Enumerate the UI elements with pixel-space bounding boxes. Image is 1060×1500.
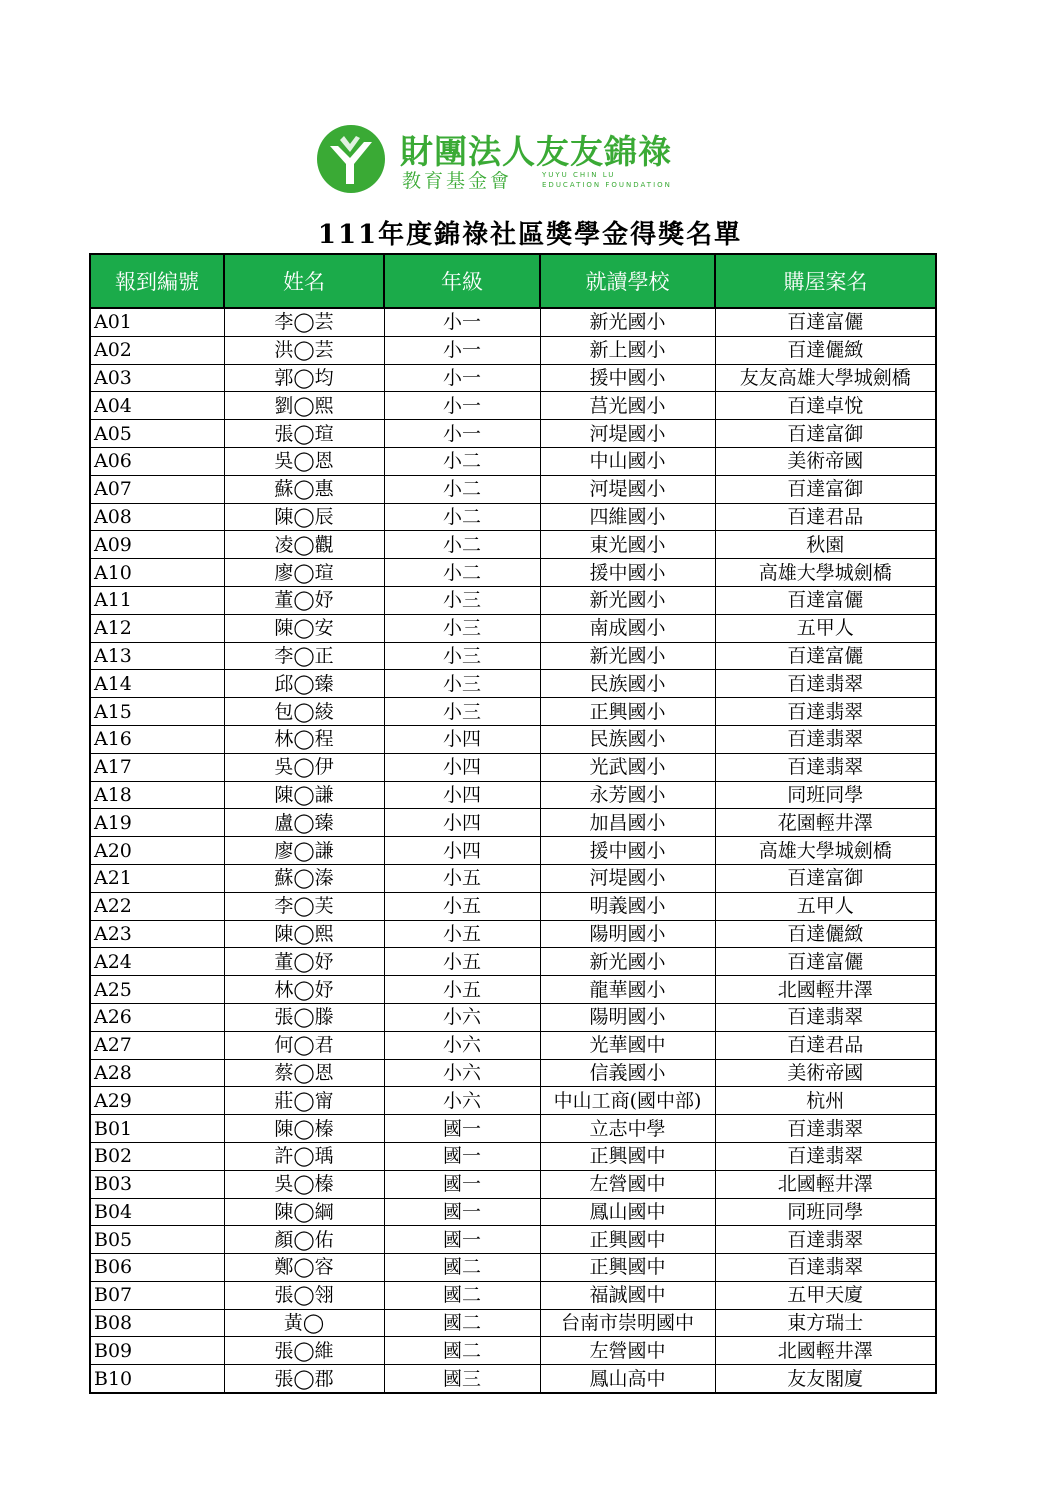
housing-project-cell: 秋園 xyxy=(715,531,936,559)
grade-cell: 小二 xyxy=(384,531,540,559)
grade-cell: 小五 xyxy=(384,948,540,976)
school-cell: 援中國小 xyxy=(540,837,715,865)
grade-cell: 國一 xyxy=(384,1198,540,1226)
report-number-cell: A10 xyxy=(90,559,224,587)
grade-cell: 國二 xyxy=(384,1281,540,1309)
school-cell: 左營國中 xyxy=(540,1337,715,1365)
grade-cell: 小二 xyxy=(384,475,540,503)
student-name-cell: 盧◯臻 xyxy=(224,809,384,837)
report-number-cell: A22 xyxy=(90,892,224,920)
grade-cell: 小六 xyxy=(384,1031,540,1059)
housing-project-cell: 五甲人 xyxy=(715,892,936,920)
report-number-cell: B04 xyxy=(90,1198,224,1226)
housing-project-cell: 百達儷緻 xyxy=(715,336,936,364)
school-cell: 陽明國小 xyxy=(540,920,715,948)
grade-cell: 國二 xyxy=(384,1337,540,1365)
table-row xyxy=(90,809,936,837)
table-row xyxy=(90,892,936,920)
report-number-cell: A16 xyxy=(90,725,224,753)
table-row xyxy=(90,392,936,420)
report-number-cell: A06 xyxy=(90,447,224,475)
column-name-header: 姓名 xyxy=(224,254,384,308)
housing-project-cell: 百達翡翠 xyxy=(715,725,936,753)
housing-project-cell: 百達富儷 xyxy=(715,948,936,976)
student-name-cell: 張◯滕 xyxy=(224,1003,384,1031)
grade-cell: 小五 xyxy=(384,864,540,892)
student-name-cell: 張◯郡 xyxy=(224,1365,384,1393)
org-english-line-1: YUYU CHIN LU xyxy=(542,171,616,179)
table-row xyxy=(90,670,936,698)
school-cell: 中山工商(國中部) xyxy=(540,1087,715,1115)
student-name-cell: 洪◯芸 xyxy=(224,336,384,364)
org-name: 財團法人友友錦祿 xyxy=(400,132,672,171)
grade-cell: 小五 xyxy=(384,920,540,948)
grade-cell: 小一 xyxy=(384,420,540,448)
school-cell: 福誠國中 xyxy=(540,1281,715,1309)
table-row xyxy=(90,642,936,670)
student-name-cell: 李◯芸 xyxy=(224,308,384,336)
student-name-cell: 蘇◯惠 xyxy=(224,475,384,503)
grade-cell: 小三 xyxy=(384,698,540,726)
grade-cell: 小四 xyxy=(384,781,540,809)
student-name-cell: 廖◯謙 xyxy=(224,837,384,865)
housing-project-cell: 百達翡翠 xyxy=(715,1142,936,1170)
column-grade-header: 年級 xyxy=(384,254,540,308)
student-name-cell: 陳◯榛 xyxy=(224,1115,384,1143)
student-name-cell: 蔡◯恩 xyxy=(224,1059,384,1087)
housing-project-cell: 百達翡翠 xyxy=(715,698,936,726)
table-row xyxy=(90,920,936,948)
report-number-cell: A08 xyxy=(90,503,224,531)
housing-project-cell: 東方瑞士 xyxy=(715,1309,936,1337)
grade-cell: 小六 xyxy=(384,1059,540,1087)
report-number-cell: B06 xyxy=(90,1254,224,1282)
student-name-cell: 林◯妤 xyxy=(224,976,384,1004)
school-cell: 加昌國小 xyxy=(540,809,715,837)
housing-project-cell: 百達翡翠 xyxy=(715,1115,936,1143)
grade-cell: 小三 xyxy=(384,670,540,698)
table-row xyxy=(90,1059,936,1087)
grade-cell: 小三 xyxy=(384,642,540,670)
school-cell: 正興國中 xyxy=(540,1254,715,1282)
school-cell: 正興國中 xyxy=(540,1142,715,1170)
org-english-name xyxy=(542,170,672,190)
report-number-cell: B03 xyxy=(90,1170,224,1198)
housing-project-cell: 北國輕井澤 xyxy=(715,976,936,1004)
housing-project-cell: 同班同學 xyxy=(715,1198,936,1226)
grade-cell: 國二 xyxy=(384,1254,540,1282)
school-cell: 河堤國小 xyxy=(540,475,715,503)
student-name-cell: 吳◯伊 xyxy=(224,753,384,781)
housing-project-cell: 高雄大學城劍橋 xyxy=(715,559,936,587)
housing-project-cell: 友友高雄大學城劍橋 xyxy=(715,364,936,392)
grade-cell: 國一 xyxy=(384,1226,540,1254)
student-name-cell: 顏◯佑 xyxy=(224,1226,384,1254)
grade-cell: 小六 xyxy=(384,1087,540,1115)
grade-cell: 小五 xyxy=(384,976,540,1004)
table-row xyxy=(90,1309,936,1337)
student-name-cell: 包◯綾 xyxy=(224,698,384,726)
school-cell: 新上國小 xyxy=(540,336,715,364)
housing-project-cell: 高雄大學城劍橋 xyxy=(715,837,936,865)
org-english-line-2: EDUCATION FOUNDATION xyxy=(542,181,672,189)
column-id-header: 報到編號 xyxy=(90,254,224,308)
student-name-cell: 李◯正 xyxy=(224,642,384,670)
table-row xyxy=(90,1115,936,1143)
report-number-cell: A21 xyxy=(90,864,224,892)
report-number-cell: A23 xyxy=(90,920,224,948)
grade-cell: 小一 xyxy=(384,336,540,364)
student-name-cell: 陳◯謙 xyxy=(224,781,384,809)
housing-project-cell: 美術帝國 xyxy=(715,447,936,475)
school-cell: 明義國小 xyxy=(540,892,715,920)
housing-project-cell: 美術帝國 xyxy=(715,1059,936,1087)
housing-project-cell: 百達翡翠 xyxy=(715,1226,936,1254)
report-number-cell: A25 xyxy=(90,976,224,1004)
grade-cell: 小三 xyxy=(384,614,540,642)
table-row xyxy=(90,336,936,364)
report-number-cell: A13 xyxy=(90,642,224,670)
report-number-cell: A24 xyxy=(90,948,224,976)
report-number-cell: B07 xyxy=(90,1281,224,1309)
housing-project-cell: 北國輕井澤 xyxy=(715,1170,936,1198)
housing-project-cell: 百達儷緻 xyxy=(715,920,936,948)
table-row xyxy=(90,1142,936,1170)
table-row xyxy=(90,559,936,587)
school-cell: 南成國小 xyxy=(540,614,715,642)
housing-project-cell: 百達翡翠 xyxy=(715,670,936,698)
report-number-cell: B05 xyxy=(90,1226,224,1254)
school-cell: 光華國中 xyxy=(540,1031,715,1059)
student-name-cell: 莊◯甯 xyxy=(224,1087,384,1115)
grade-cell: 國一 xyxy=(384,1115,540,1143)
table-body xyxy=(90,308,936,1393)
grade-cell: 小四 xyxy=(384,809,540,837)
report-number-cell: A11 xyxy=(90,586,224,614)
school-cell: 龍華國小 xyxy=(540,976,715,1004)
table-row xyxy=(90,531,936,559)
document-title: 111年度錦祿社區獎學金得獎名單 xyxy=(317,220,743,250)
grade-cell: 小三 xyxy=(384,586,540,614)
grade-cell: 小四 xyxy=(384,837,540,865)
housing-project-cell: 五甲天廈 xyxy=(715,1281,936,1309)
grade-cell: 小二 xyxy=(384,503,540,531)
school-cell: 河堤國小 xyxy=(540,864,715,892)
school-cell: 永芳國小 xyxy=(540,781,715,809)
student-name-cell: 董◯妤 xyxy=(224,948,384,976)
school-cell: 鳳山國中 xyxy=(540,1198,715,1226)
housing-project-cell: 百達翡翠 xyxy=(715,1003,936,1031)
report-number-cell: A09 xyxy=(90,531,224,559)
table-row xyxy=(90,586,936,614)
student-name-cell: 鄭◯容 xyxy=(224,1254,384,1282)
grade-cell: 小四 xyxy=(384,753,540,781)
housing-project-cell: 北國輕井澤 xyxy=(715,1337,936,1365)
report-number-cell: A07 xyxy=(90,475,224,503)
report-number-cell: B01 xyxy=(90,1115,224,1143)
table-row xyxy=(90,308,936,336)
table-row xyxy=(90,475,936,503)
table-row xyxy=(90,503,936,531)
housing-project-cell: 百達翡翠 xyxy=(715,1254,936,1282)
school-cell: 正興國中 xyxy=(540,1226,715,1254)
school-cell: 新光國小 xyxy=(540,948,715,976)
school-cell: 新光國小 xyxy=(540,586,715,614)
org-subname: 教育基金會 xyxy=(402,170,513,192)
school-cell: 中山國小 xyxy=(540,447,715,475)
table-row xyxy=(90,1087,936,1115)
report-number-cell: A18 xyxy=(90,781,224,809)
housing-project-cell: 杭州 xyxy=(715,1087,936,1115)
school-cell: 援中國小 xyxy=(540,364,715,392)
student-name-cell: 郭◯均 xyxy=(224,364,384,392)
table-header-row xyxy=(90,254,936,308)
housing-project-cell: 友友閣廈 xyxy=(715,1365,936,1393)
report-number-cell: A20 xyxy=(90,837,224,865)
school-cell: 鳳山高中 xyxy=(540,1365,715,1393)
table-row xyxy=(90,698,936,726)
foundation-logo xyxy=(316,124,696,194)
housing-project-cell: 花園輕井澤 xyxy=(715,809,936,837)
table-row xyxy=(90,781,936,809)
housing-project-cell: 五甲人 xyxy=(715,614,936,642)
column-school-header: 就讀學校 xyxy=(540,254,715,308)
school-cell: 新光國小 xyxy=(540,642,715,670)
table-row xyxy=(90,1003,936,1031)
grade-cell: 國一 xyxy=(384,1142,540,1170)
housing-project-cell: 百達富儷 xyxy=(715,308,936,336)
student-name-cell: 凌◯觀 xyxy=(224,531,384,559)
school-cell: 民族國小 xyxy=(540,725,715,753)
housing-project-cell: 百達翡翠 xyxy=(715,753,936,781)
student-name-cell: 吳◯榛 xyxy=(224,1170,384,1198)
school-cell: 莒光國小 xyxy=(540,392,715,420)
table-row xyxy=(90,725,936,753)
student-name-cell: 黃◯ xyxy=(224,1309,384,1337)
table-row xyxy=(90,948,936,976)
report-number-cell: A26 xyxy=(90,1003,224,1031)
housing-project-cell: 百達富御 xyxy=(715,864,936,892)
report-number-cell: A17 xyxy=(90,753,224,781)
student-name-cell: 張◯翎 xyxy=(224,1281,384,1309)
grade-cell: 小二 xyxy=(384,559,540,587)
school-cell: 信義國小 xyxy=(540,1059,715,1087)
housing-project-cell: 百達富儷 xyxy=(715,586,936,614)
report-number-cell: B08 xyxy=(90,1309,224,1337)
housing-project-cell: 百達卓悅 xyxy=(715,392,936,420)
report-number-cell: B02 xyxy=(90,1142,224,1170)
table-row xyxy=(90,364,936,392)
student-name-cell: 陳◯辰 xyxy=(224,503,384,531)
report-number-cell: A12 xyxy=(90,614,224,642)
report-number-cell: A01 xyxy=(90,308,224,336)
table-row xyxy=(90,1281,936,1309)
table-row xyxy=(90,1365,936,1393)
school-cell: 援中國小 xyxy=(540,559,715,587)
student-name-cell: 董◯妤 xyxy=(224,586,384,614)
school-cell: 四維國小 xyxy=(540,503,715,531)
housing-project-cell: 百達君品 xyxy=(715,503,936,531)
grade-cell: 小一 xyxy=(384,392,540,420)
grade-cell: 國二 xyxy=(384,1309,540,1337)
table-row xyxy=(90,614,936,642)
school-cell: 東光國小 xyxy=(540,531,715,559)
school-cell: 正興國小 xyxy=(540,698,715,726)
grade-cell: 小六 xyxy=(384,1003,540,1031)
student-name-cell: 廖◯瑄 xyxy=(224,559,384,587)
grade-cell: 小一 xyxy=(384,308,540,336)
school-cell: 民族國小 xyxy=(540,670,715,698)
report-number-cell: A27 xyxy=(90,1031,224,1059)
housing-project-cell: 百達富御 xyxy=(715,475,936,503)
student-name-cell: 吳◯恩 xyxy=(224,447,384,475)
report-number-cell: A15 xyxy=(90,698,224,726)
student-name-cell: 邱◯臻 xyxy=(224,670,384,698)
table-row xyxy=(90,1170,936,1198)
report-number-cell: A04 xyxy=(90,392,224,420)
school-cell: 陽明國小 xyxy=(540,1003,715,1031)
student-name-cell: 許◯瑀 xyxy=(224,1142,384,1170)
foundation-logo-icon xyxy=(316,124,386,194)
report-number-cell: B10 xyxy=(90,1365,224,1393)
housing-project-cell: 百達富儷 xyxy=(715,642,936,670)
school-cell: 立志中學 xyxy=(540,1115,715,1143)
student-name-cell: 張◯瑄 xyxy=(224,420,384,448)
student-name-cell: 陳◯綱 xyxy=(224,1198,384,1226)
table-row xyxy=(90,1226,936,1254)
table-row xyxy=(90,976,936,1004)
report-number-cell: A03 xyxy=(90,364,224,392)
student-name-cell: 陳◯熙 xyxy=(224,920,384,948)
table-row xyxy=(90,1337,936,1365)
school-cell: 左營國中 xyxy=(540,1170,715,1198)
report-number-cell: A14 xyxy=(90,670,224,698)
report-number-cell: A19 xyxy=(90,809,224,837)
student-name-cell: 林◯程 xyxy=(224,725,384,753)
housing-project-cell: 百達君品 xyxy=(715,1031,936,1059)
table-row xyxy=(90,447,936,475)
report-number-cell: A02 xyxy=(90,336,224,364)
school-cell: 光武國小 xyxy=(540,753,715,781)
table-row xyxy=(90,420,936,448)
student-name-cell: 陳◯安 xyxy=(224,614,384,642)
grade-cell: 小四 xyxy=(384,725,540,753)
housing-project-cell: 同班同學 xyxy=(715,781,936,809)
grade-cell: 小五 xyxy=(384,892,540,920)
student-name-cell: 何◯君 xyxy=(224,1031,384,1059)
table-row xyxy=(90,1254,936,1282)
school-cell: 河堤國小 xyxy=(540,420,715,448)
report-number-cell: A28 xyxy=(90,1059,224,1087)
grade-cell: 國三 xyxy=(384,1365,540,1393)
grade-cell: 小一 xyxy=(384,364,540,392)
grade-cell: 小二 xyxy=(384,447,540,475)
table-row xyxy=(90,753,936,781)
report-number-cell: A05 xyxy=(90,420,224,448)
housing-project-cell: 百達富御 xyxy=(715,420,936,448)
column-project-header: 購屋案名 xyxy=(715,254,936,308)
student-name-cell: 劉◯熙 xyxy=(224,392,384,420)
award-list-table xyxy=(89,253,937,1394)
student-name-cell: 蘇◯溱 xyxy=(224,864,384,892)
student-name-cell: 張◯維 xyxy=(224,1337,384,1365)
grade-cell: 國一 xyxy=(384,1170,540,1198)
student-name-cell: 李◯芙 xyxy=(224,892,384,920)
report-number-cell: A29 xyxy=(90,1087,224,1115)
table-row xyxy=(90,864,936,892)
table-row xyxy=(90,1031,936,1059)
table-row xyxy=(90,1198,936,1226)
school-cell: 台南市崇明國中 xyxy=(540,1309,715,1337)
table-row xyxy=(90,837,936,865)
school-cell: 新光國小 xyxy=(540,308,715,336)
report-number-cell: B09 xyxy=(90,1337,224,1365)
